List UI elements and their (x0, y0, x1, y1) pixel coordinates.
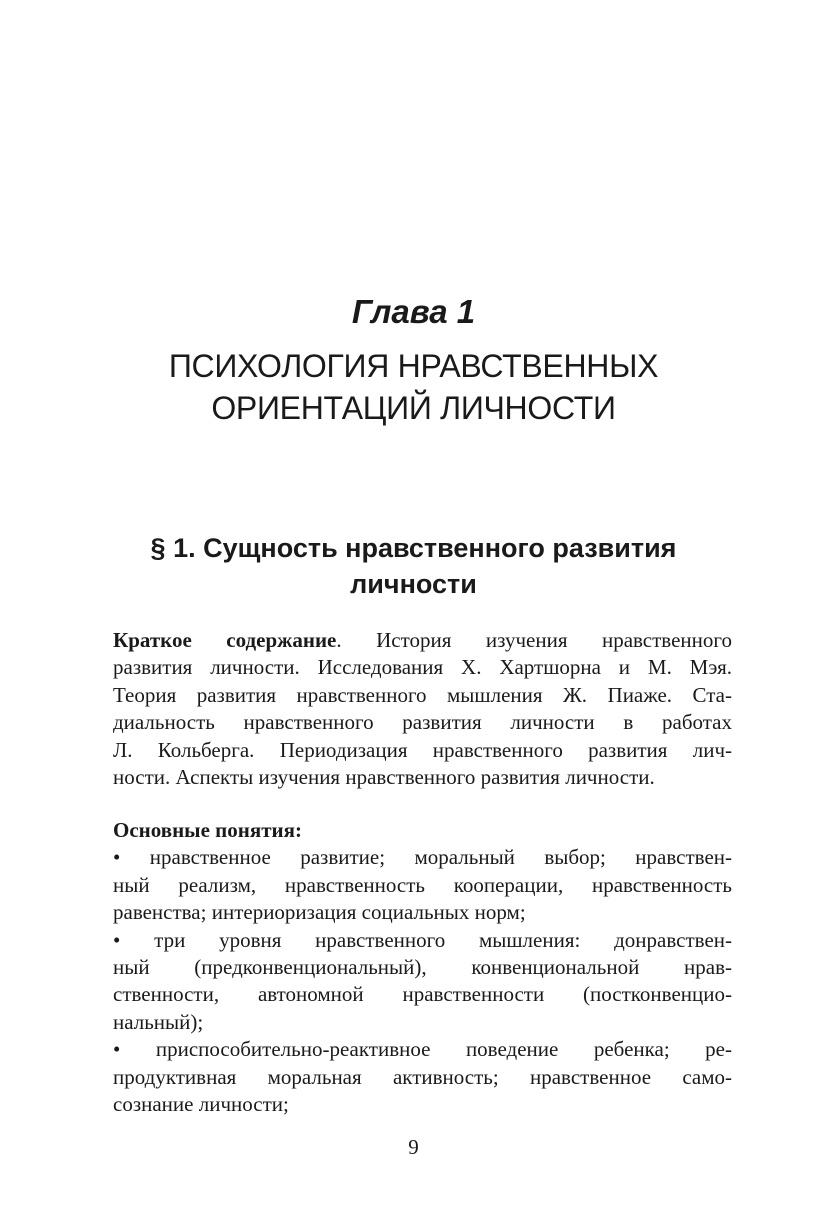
concept-bullet-line: равенства; интериоризация социальных норм; (113, 900, 526, 925)
concept-bullet-line: нальный); (113, 1009, 204, 1034)
chapter-title-line: ОРИЕНТАЦИЙ ЛИЧНОСТИ (211, 390, 616, 426)
section-title-line: личности (350, 569, 477, 599)
chapter-label: Глава 1 (351, 293, 476, 330)
concept-bullet-line: • приспособительно-реактивное поведение ребенка; ре- (113, 1037, 732, 1062)
concept-bullet-line: продуктивная моральная активность; нравственное само- (113, 1064, 732, 1089)
chapter-title (0, 345, 827, 429)
summary-first-line-text: . История изучения нравственного (336, 628, 732, 652)
concept-bullet-line: сознание личности; (113, 1092, 289, 1117)
summary-line: Л. Кольберга. Периодизация нравственного развития лич- (113, 737, 732, 762)
section-title-line: § 1. Сущность нравственного развития (150, 533, 677, 563)
concept-bullet-line: ный реализм, нравственность кооперации, нравственность (113, 872, 732, 897)
section-title (0, 530, 827, 602)
key-concepts (113, 817, 732, 1118)
summary-line: развития личности. Исследования Х. Хартшорна и М. Мэя. (113, 655, 732, 680)
summary-line: ности. Аспекты изучения нравственного развития личности. (113, 765, 655, 790)
chapter-title-line: ПСИХОЛОГИЯ НРАВСТВЕННЫХ (168, 348, 659, 384)
summary-label: Краткое содержание (113, 628, 337, 652)
concept-bullet-line: ственности, автономной нравственности (постконвенцио- (113, 982, 732, 1007)
summary-line: диальность нравственного развития личности в работах (113, 710, 732, 735)
key-concepts-heading: Основные понятия: (113, 818, 302, 842)
concept-bullet-line: • нравственное развитие; моральный выбор; нравствен- (113, 845, 732, 870)
concept-bullet-line: ный (предконвенциональный), конвенциональной нрав- (113, 955, 732, 980)
summary-first-line (113, 627, 732, 654)
concept-bullet-line: • три уровня нравственного мышления: донравствен- (113, 927, 732, 952)
summary-line: Теория развития нравственного мышления Ж. Пиаже. Ста- (113, 682, 732, 707)
summary-paragraph (113, 627, 732, 791)
page-number: 9 (408, 1135, 419, 1159)
